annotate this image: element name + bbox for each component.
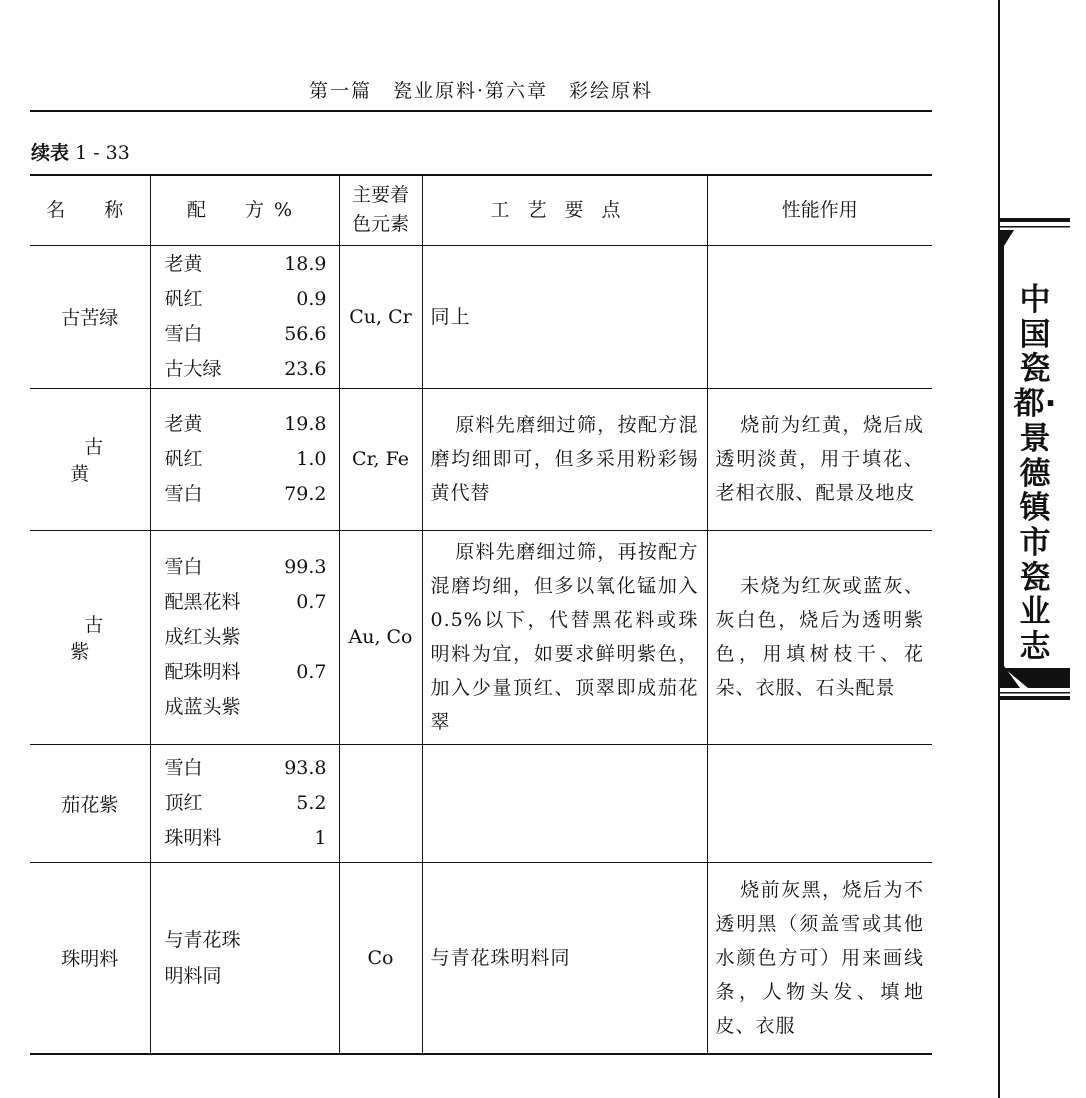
row-process: 原料先磨细过筛，再按配方混磨均细，但多以氧化锰加入0.5%以下，代替黑花料或珠明料为宜，如要求鲜明紫色，加入少量顶红、顶翠即成茄花翠 xyxy=(422,530,707,744)
table-row xyxy=(30,530,932,744)
sidebar-vertical-title: 中国瓷都·景德镇市瓷业志 xyxy=(1013,282,1057,666)
row-process: 同上 xyxy=(422,245,707,388)
row-formula: 老黄 19.8 矾红 1.0 雪白 79.2 xyxy=(150,388,339,530)
row-formula: 雪白 99.3 配黑花料 0.7 成红头紫 配珠明料 0.7 成蓝头紫 xyxy=(150,530,339,744)
table-row xyxy=(30,388,932,530)
table-caption-label: 续表 xyxy=(31,142,70,164)
row-process: 与青花珠明料同 xyxy=(422,862,707,1054)
table-row xyxy=(30,744,932,862)
row-function xyxy=(707,744,932,862)
header-formula: 配 方% xyxy=(150,175,339,245)
header-process: 工艺要点 xyxy=(422,175,707,245)
running-header: 第一篇 瓷业原料·第六章 彩绘原料 xyxy=(308,80,654,102)
row-name: 古黄 xyxy=(30,388,150,530)
row-name: 茄花紫 xyxy=(30,744,150,862)
table-caption-number: 1 - 33 xyxy=(75,142,130,164)
row-name: 古紫 xyxy=(30,530,150,744)
header-rule xyxy=(30,110,932,112)
table-header-row xyxy=(30,175,932,245)
row-name: 珠明料 xyxy=(30,862,150,1054)
row-element: Co xyxy=(339,862,422,1054)
table-row xyxy=(30,245,932,388)
header-name: 名 称 xyxy=(30,175,150,245)
row-function: 未烧为红灰或蓝灰、灰白色，烧后为透明紫色，用填树枝干、花朵、衣服、石头配景 xyxy=(707,530,932,744)
row-element: Au, Co xyxy=(339,530,422,744)
row-formula: 与青花珠 明料同 xyxy=(150,862,339,1054)
row-function: 烧前灰黑，烧后为不透明黑（须盖雪或其他水颜色方可）用来画线条，人物头发、填地皮、衣服 xyxy=(707,862,932,1054)
row-function xyxy=(707,245,932,388)
row-element: Cr, Fe xyxy=(339,388,422,530)
table-caption xyxy=(31,138,130,165)
row-function: 烧前为红黄，烧后成透明淡黄，用于填花、老相衣服、配景及地皮 xyxy=(707,388,932,530)
row-formula: 雪白 93.8 顶红 5.2 珠明料 1 xyxy=(150,744,339,862)
table-row xyxy=(30,862,932,1054)
formula-table xyxy=(30,174,932,1055)
header-function: 性能作用 xyxy=(707,175,932,245)
row-element xyxy=(339,744,422,862)
row-element: Cu, Cr xyxy=(339,245,422,388)
row-name: 古苦绿 xyxy=(30,245,150,388)
row-process: 原料先磨细过筛，按配方混磨均细即可，但多采用粉彩锡黄代替 xyxy=(422,388,707,530)
row-process xyxy=(422,744,707,862)
header-element: 主要着 色元素 xyxy=(339,175,422,245)
row-formula: 老黄 18.9 矾红 0.9 雪白 56.6 古大绿 23.6 xyxy=(150,245,339,388)
